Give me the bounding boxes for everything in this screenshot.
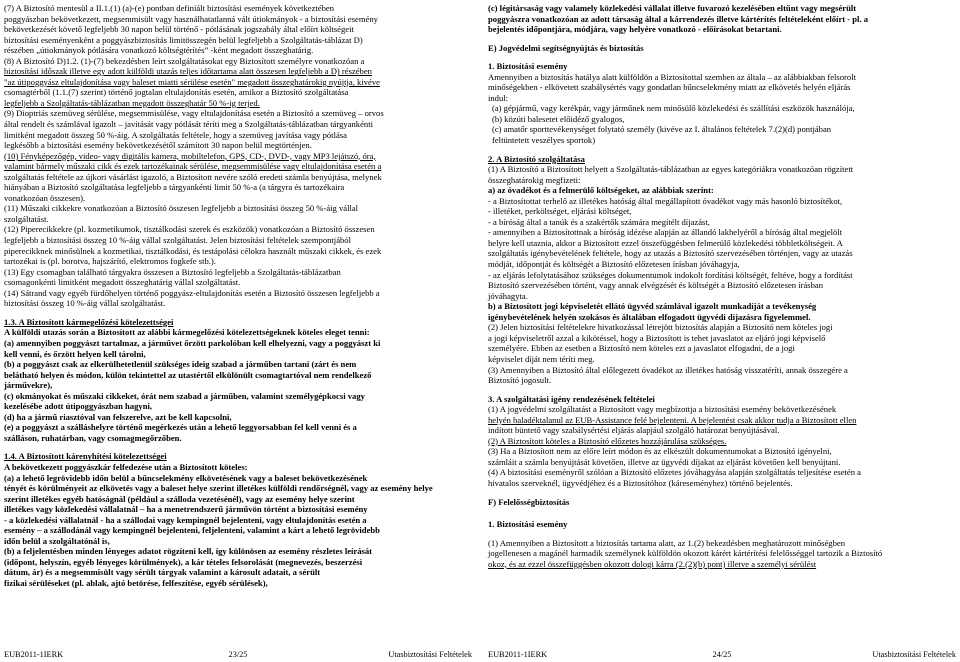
section-heading: 2. A Biztosító szolgáltatása: [488, 153, 585, 164]
text-line: dátum, ár) és a megsemmisült vagy sérült tárgyak valamint a károsult adatait, a sérült: [4, 567, 321, 578]
text-line: szerint illetékes egyéb hatóságnál (például a szálloda vezetésénél), vagy az esemény helye szerint: [4, 493, 355, 504]
spacer: [4, 443, 472, 451]
text-line: időn belül a szolgáltatónál is,: [4, 535, 110, 546]
text-line: legkésőbb a biztosítási esemény bekövetkezésétől számított 30 napon belül megtörténjen.: [4, 140, 312, 151]
spacer: [4, 309, 472, 317]
text-line: "az útipoggyász eltulajdonítása vagy baleset miatti sérülése esetén" megadott összeghatárokig nyújtja, kivéve: [4, 76, 380, 87]
text-line: (a) amennyiben poggyászt tartalmaz, a járművet őrzött parkolóban kell elhelyezni, vagy a poggyászt ki: [4, 337, 381, 348]
text-line: (3) Ha a Biztosított nem az előre leírt módon és az elkészült dokumentumokat a Biztosító igényelni,: [488, 446, 832, 457]
text-line: (e) a poggyászt a szálláshelyre történő megérkezés után a lehető leggyorsabban fel kell venni és a: [4, 422, 357, 433]
text-line: járművekre),: [4, 380, 53, 391]
text-line: (13) Egy csomagban található tárgyakra összesen a Biztosító legfeljebb a Szolgáltatás-táblázatban: [4, 266, 341, 277]
spacer: [488, 53, 956, 61]
text-line: (1) Amennyiben a Biztosított a biztosítás tartama alatt, az 1.(2) bekezdésben meghatározott minőségben: [488, 537, 846, 548]
spacer: [488, 489, 956, 497]
text-line: (8) A Biztosító D)1.2. (1)-(7) bekezdésben leírt szolgáltatásokat egy Biztosított személyre vonatkozóan a: [4, 55, 365, 66]
footer-doc-code: EUB2011-1IERK: [4, 650, 64, 659]
text-line: (d) ha a jármű riasztóval van felszerelve, azt be kell kapcsolni,: [4, 411, 232, 422]
text-line: indul:: [488, 92, 509, 103]
text-line: feltüntetett veszélyes sportok): [492, 135, 596, 146]
spacer: [488, 530, 956, 538]
text-line: Biztosító szervezésében történt, vagy annak elvégzését és költségét a Biztosító előzetesen írásban: [488, 280, 824, 291]
text-line: által rendelt és számlával igazolt – javítását vagy pótlását téríti meg a Szolgáltatás-táblázatban tárgyankénti: [4, 119, 373, 130]
text-line: biztosítási időszak illetve egy adott külföldi utazás teljes időtartama alatt összesen legfeljebb a D) részében: [4, 66, 372, 77]
text-line: képviselet díját nem téríti meg.: [488, 353, 595, 364]
spacer: [488, 507, 956, 519]
text-line: (c) légitársaság vagy valamely közlekedési vállalat illetve fuvarozó kezelésében eltűnt vagy megsérült: [488, 3, 857, 13]
spacer: [488, 146, 956, 154]
text-line: kell venni, és őrzött helyen kell tárolni,: [4, 348, 146, 359]
text-line: tartozékai is (pl. borotva, hajszárító, elektromos fogkefe stb.).: [4, 256, 216, 267]
text-line: (12) Piperecikkekre (pl. kozmetikumok, tisztálkodási szerek és eszközök) vonatkozóan a Biztosító összesen: [4, 224, 375, 235]
text-line: (1) A Biztosító a Biztosított helyett a Szolgáltatás-táblázatban az egyes kategóriákra vonatkozóan rögzített: [488, 164, 854, 175]
text-line: - az eljárás lefolytatásához szükséges dokumentumok indokolt fordítási költségét, feltéve, hogy a fordítást: [488, 269, 853, 280]
page-23: [0, 0, 476, 662]
text-line: - a bíróság által a tanúk és a szakértők számára megítélt díjazást,: [488, 216, 710, 227]
text-line: (b) közúti balesetet előidéző gyalogos,: [492, 113, 625, 124]
text-line: hiányában a Biztosító szolgáltatása legfeljebb a tárgyankénti limit 50 %-a (a tárgyra és tartozékaira: [4, 182, 345, 193]
text-line: szolgáltatás igénybevételének feltétele, hogy az utazás a Biztosító szervezésében történjen, vagy az utazás: [488, 248, 853, 259]
text-line: (b) a feljelentésben minden lényeges adatot rögzíteni kell, így különösen az esemény részletes leírását: [4, 546, 373, 557]
text-line: (c) okmányokat és műszaki cikkeket, órát nem szabad a járműben, valamint személygépkocsi vagy: [4, 390, 365, 401]
text-line: a jogi képviseletről azzal a kikötéssel, hogy a Biztosított is tehet javaslatot az eljáró jogi képviselő: [488, 332, 826, 343]
text-line: (10) Fényképezőgép, video- vagy digitális kamera, mobiltelefon, GPS, CD-, DVD-, vagy MP3 lejátszó, óra,: [4, 150, 376, 161]
text-line: legfeljebb a Szolgáltatás-táblázatban megadott összeghatár 50 %-ig terjed.: [4, 97, 260, 108]
text-line: kezelésébe adott útipoggyászban hagyni,: [4, 401, 153, 412]
page-23-footer: [4, 650, 472, 660]
text-line: (7) A Biztosító mentesül a II.1.(1) (a)-(e) pontban definiált biztosítási események következtében: [4, 3, 335, 13]
text-line: szolgáltatás feltétele az újkori vásárlást igazoló, a Biztosított nevére szóló eredeti számla benyújtása, melynek: [4, 171, 382, 182]
text-line: indított büntető vagy szabálysértési eljárás alapjául szolgáló határozat benyújtásával.: [488, 425, 780, 436]
spacer: [488, 35, 956, 43]
text-line: (11) Műszaki cikkekre vonatkozóan a Biztosító összesen legfeljebb a biztosítási összeg 50 %-áig vállal: [4, 203, 359, 214]
text-line: vonatkozóan összesen).: [4, 192, 86, 203]
text-line: biztosítási összeg 10 %-áig vállal szolgáltatást.: [4, 298, 166, 309]
text-line: részében „útiokmányok pótlására vonatkozó költségtérítés” -ként megadott összeghatárig.: [4, 45, 314, 56]
text-line: - illetéket, perköltséget, eljárási költséget,: [488, 206, 632, 217]
text-line: csomagtérből (1.1.(7) szerint) történő jogtalan eltulajdonítás esetén, amikor a Biztosító szolgáltatása: [4, 87, 349, 98]
text-line: 1. Biztosítási esemény: [488, 61, 568, 72]
text-line: szálláson, ruhatárban, vagy csomagmegőrzőben.: [4, 432, 182, 443]
text-line: (időpont, helyszín, egyéb lényeges körülmények), a kár tételes felsorolását (megnevezés, beszerzési: [4, 556, 363, 567]
text-line: legfeljebb a biztosítási összeg 10 %-áig vállal szolgáltatást. Jelen biztosítási feltételek szempontjából: [4, 235, 351, 246]
text-line: minőségekben - elkövetett szabálysértés vagy gondatlan bűncselekmény miatt az elkövetés helyén eljárás: [488, 82, 851, 93]
text-line: (3) Amennyiben a Biztosító által előlegezett óvadékot az illetékes hatóság visszatéríti, annak összegére a: [488, 364, 848, 375]
text-line: - amennyiben a Biztosítottnak a bíróság idézése alapján az állandó lakhelyéről a bíróság által megjelölt: [488, 227, 843, 238]
text-line: bejelentés időpontjára, módjára, vagy helyére vonatkozó - előírásokat betartani.: [488, 24, 782, 35]
text-line: (14) Sátrand vagy egyéb fürdőhelyen történő poggyász-eltulajdonítás esetén a Biztosító összesen legfeljebb a: [4, 287, 380, 298]
text-line: 3. A szolgáltatási igény rendezésének feltételei: [488, 393, 655, 404]
text-line: poggyászra vonatkozóan az adott társaság által a kárrendezés illetve kártérítés feltételeként előírt - pl. a: [488, 13, 869, 24]
text-line: csomagonkénti limitként megadott összeghatárig vállal szolgáltatást.: [4, 277, 241, 288]
text-line: (c) amatőr sporttevékenységet folytató személy (kivéve az I. általános feltételek 7.(2)(d) pontjában: [492, 124, 832, 135]
text-line: poggyászban bekövetkezett, megsemmisült vagy használhatatlanná vált útiokmányok - a biztosítási esemény: [4, 13, 378, 24]
text-line: F) Felelősségbiztosítás: [488, 496, 570, 507]
text-line: belátható helyen és módon, külön tekintettel az utastértől elkülönült csomagtartóval nem rendelkező: [4, 369, 372, 380]
text-line: módját, időpontját és költségét a Biztosító előzetesen írásban jóváhagyja,: [488, 259, 740, 270]
text-line: A külföldi utazás során a Biztosított az alábbi kármegelőzési kötelezettségeknek köteles eleget tenni:: [4, 327, 370, 338]
text-line: jogellenesen a magánél harmadik személynek külföldön okozott kárért kártérítési felelősséggel tartozik a Biztosító: [488, 548, 883, 559]
text-line: okoz, és az ezzel összefüggésben okozott dologi kárra (2.(2)(b) pont) illetve a személyi sérülést: [488, 558, 817, 569]
text-line: (1) A jogvédelmi szolgáltatást a Biztosított vagy megbízottja a biztosítási esemény bekövetkezésének: [488, 404, 837, 415]
text-line: valamint bármely műszaki cikk és ezek tartozékainak sérülése, megsemmisülése vagy eltulajdonítása esetén a: [4, 161, 382, 172]
text-line: 1. Biztosítási esemény: [488, 519, 568, 530]
text-line: (2) Jelen biztosítási feltételekre hivatkozással létrejött biztosítás alapján a Biztosító nem köteles jogi: [488, 322, 833, 333]
text-line: illetékes vagy közlekedési vállalatnál – ha a menetrendszerű járművön történt a biztosítási esemény: [4, 504, 368, 515]
text-line: fizikai sérüléseket (pl. ablak, ajtó betörése, felfeszítése, egyéb sérülések),: [4, 577, 268, 588]
footer-page-number: 23/25: [228, 650, 248, 659]
page-24-footer: [488, 650, 956, 660]
text-line: limitként megadott összeg 50 %-áig. A szolgáltatás feltétele, hogy a szemüveg javítása vagy pótlása: [4, 129, 347, 140]
text-line: - a közlekedési vállalatnál - ha a szállodai vagy kempingnél bejelenteni, vagy eltulajdonítás esetén a: [4, 514, 367, 525]
text-line: biztosítási eseményenként a poggyászbiztosítás limitösszegén belül legfeljebb a Szolgáltatás-táblázat D): [4, 34, 363, 45]
text-line: piperecikknek minősülnek a kozmetikai, tisztálkodási, és testápolási célokra használt műszaki cikkek, és ezek: [4, 245, 382, 256]
footer-page-number: 24/25: [712, 650, 732, 659]
text-line: összeghatárokig megfizeti:: [488, 174, 581, 185]
text-line: A bekövetkezett poggyászkár felfedezése után a Biztosított köteles:: [4, 461, 248, 472]
text-line: b) a Biztosított jogi képviseletét ellátó ügyvéd számlával igazolt munkadíját a tevékenység: [488, 301, 817, 312]
text-line: (9) Dioptriás szemüveg sérülése, megsemmisülése, vagy eltulajdonítása esetén a Biztosító a szemüveg – orvos: [4, 108, 384, 119]
text-line: számláit a számla benyújtását követően, illetve az ügyvédi díjakat az eljárást követően kell benyújtani.: [488, 456, 841, 467]
section-heading: 1.4. A Biztosított kárenyhítési kötelezettségei: [4, 451, 167, 462]
text-line: (b) a poggyászt csak az elkerülhetetlenül szükséges ideig szabad a járműben tartani (zárt és nem: [4, 359, 357, 370]
page-24: [484, 0, 960, 662]
text-line: hivatalos szerveknél, ügyvédjéhez és a Biztosítóhoz (káreseményhez) történő bejelentés.: [488, 477, 793, 488]
text-line: bekövetkezését követő legfeljebb 30 napon belül történő - pótlásának jogszabály által előírt költségeit: [4, 24, 354, 35]
text-line: igénybevételének helyén szokásos és általában elfogadott ügyvédi díjazásra figyelemmel.: [488, 311, 811, 322]
spacer: [488, 386, 956, 394]
text-line: (4) A biztosítási eseményről szólóan a Biztosító előzetes jóváhagyása alapján szolgáltatás teljesítése esetén a: [488, 467, 861, 478]
text-line: (a) gépjármű, vagy kerékpár, vagy járműnek nem minősülő közlekedési és szállítási eszközök használója,: [492, 103, 855, 114]
text-line: (2) A Biztosított köteles a Biztosító előzetes hozzájárulása szükséges.: [488, 435, 727, 446]
text-line: esemény – a szállodánál vagy kempingnél bejelenteni, feljelenteni, valamint a kárt a lehető legrövidebb: [4, 525, 380, 536]
text-line: személyére. Ebben az esetben a Biztosító nem köteles ezt a javaslatot elfogadni, de a jogi: [488, 343, 795, 354]
page-24-text-column: [488, 3, 956, 569]
text-line: jóváhagyta.: [488, 290, 528, 301]
page-23-text-column: [4, 3, 472, 589]
footer-doc-title: Utasbiztosítási Feltételek: [388, 650, 472, 659]
text-line: szolgáltatást.: [4, 213, 49, 224]
text-line: helyén haladéktalanul az EUB-Assistance felé bejelenteni. A bejelentést csak akkor tudja a Biztosított ellen: [488, 414, 857, 425]
text-line: Biztosító jogosult.: [488, 375, 552, 386]
section-heading: 1.3. A Biztosított kármegelőzési kötelezettségei: [4, 316, 174, 327]
text-line: Amennyiben a biztosítás hatálya alatt külföldön a Biztosítottal szemben az általa – az alábbiakban felsorolt: [488, 71, 856, 82]
text-line: a) az óvadékot és a felmerülő költségeket, az alábbiak szerint:: [488, 185, 714, 196]
text-line: helyre kell utaznia, akkor a Biztosított ezzel összefüggésben felmerülő közlekedési többletköltségeit. A: [488, 237, 843, 248]
footer-doc-code: EUB2011-1IERK: [488, 650, 548, 659]
text-line: E) Jogvédelmi segítségnyújtás és biztosítás: [488, 42, 644, 53]
footer-doc-title: Utasbiztosítási Feltételek: [872, 650, 956, 659]
text-line: - a Biztosítottat terhelő az illetékes hatóság által megállapított óvadékot vagy más hasonló biztosítékot,: [488, 195, 843, 206]
text-line: (a) a lehető legrövidebb időn belül a bűncselekmény elkövetésének vagy a baleset bekövetkezésének: [4, 472, 368, 483]
text-line: tényét és körülményeit az elkövetés vagy a baleset helye szerint illetékes külföldi rendőrségnél, vagy az esemény helye: [4, 483, 433, 494]
